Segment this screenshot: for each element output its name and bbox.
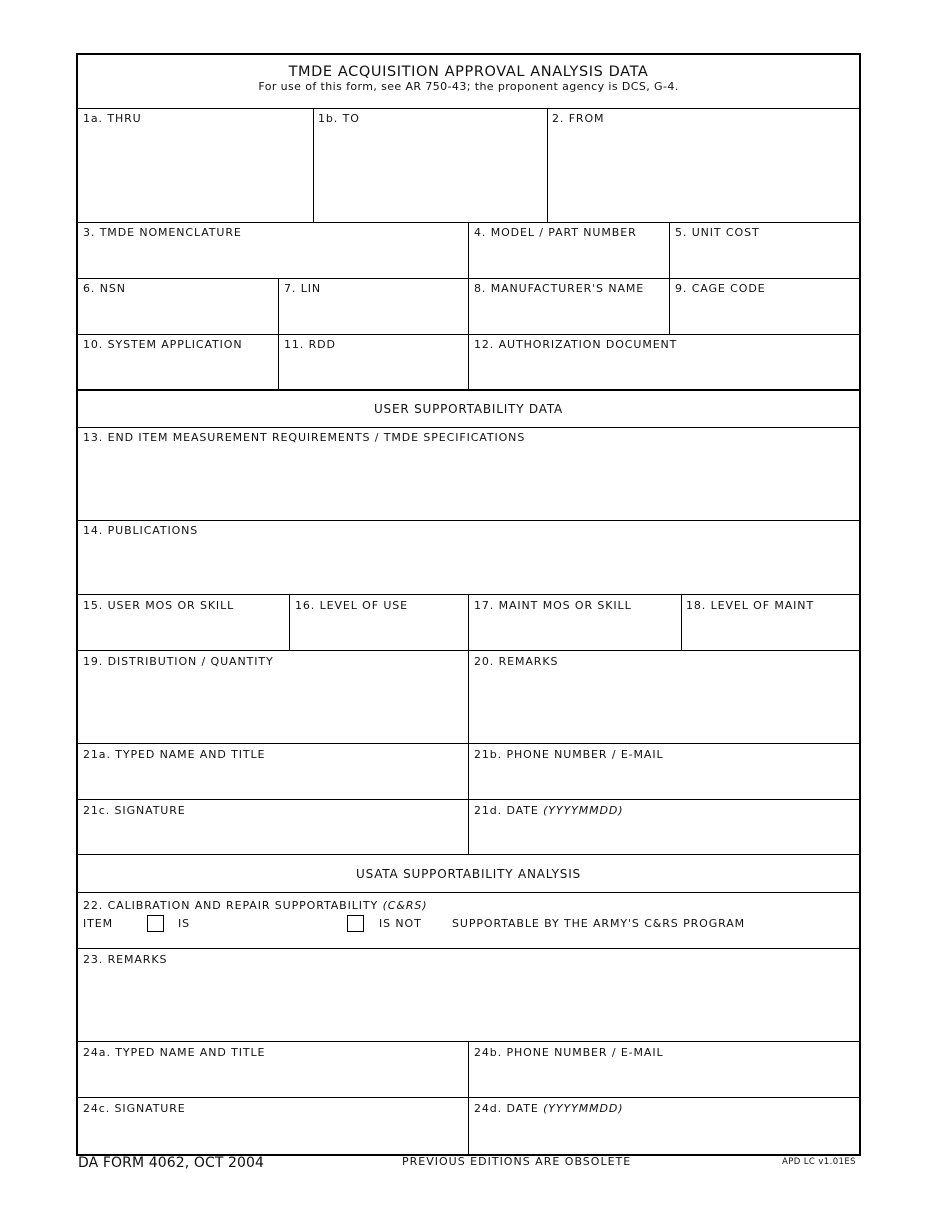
usata-signature-label: 24c. SIGNATURE [83,1102,186,1115]
cage-code-field[interactable] [670,297,858,333]
usata-phone-email-label: 24b. PHONE NUMBER / E-MAIL [474,1046,664,1059]
to-label: 1b. TO [318,112,360,125]
row-divider [78,948,859,949]
to-field[interactable] [314,127,546,221]
version-tag: APD LC v1.01ES [782,1157,856,1167]
nsn-field[interactable] [79,297,277,333]
user-date-text: 21d. DATE [474,804,539,817]
crs-abbr: (C&RS) [382,899,428,912]
distribution-quantity-field[interactable] [79,670,467,742]
cage-code-label: 9. CAGE CODE [675,282,766,295]
crs-label [83,899,427,912]
user-date-field[interactable] [469,819,858,853]
authorization-document-label: 12. AUTHORIZATION DOCUMENT [474,338,678,351]
tmde-form [76,53,861,1156]
usata-phone-email-field[interactable] [469,1061,858,1096]
user-typed-name-field[interactable] [79,763,467,798]
system-application-field[interactable] [79,353,277,389]
rdd-label: 11. RDD [284,338,336,351]
usata-date-label [474,1102,624,1115]
level-of-use-field[interactable] [290,614,467,649]
user-signature-label: 21c. SIGNATURE [83,804,186,817]
form-subtitle: For use of this form, see AR 750-43; the proponent agency is DCS, G-4. [258,80,679,93]
form-title: TMDE ACQUISITION APPROVAL ANALYSIS DATA [288,64,649,80]
usata-supportability-header: USATA SUPPORTABILITY ANALYSIS [356,867,581,881]
usata-remarks-label: 23. REMARKS [83,953,168,966]
unit-cost-field[interactable] [670,241,858,277]
authorization-document-field[interactable] [469,353,858,389]
row-divider [78,854,859,855]
crs-supportable-text: SUPPORTABLE BY THE ARMY'S C&RS PROGRAM [452,917,746,930]
user-supportability-header: USER SUPPORTABILITY DATA [373,402,564,416]
manufacturer-name-field[interactable] [469,297,668,333]
user-typed-name-label: 21a. TYPED NAME AND TITLE [83,748,266,761]
publications-label: 14. PUBLICATIONS [83,524,199,537]
usata-remarks-field[interactable] [79,968,858,1040]
user-mos-label: 15. USER MOS OR SKILL [83,599,235,612]
user-phone-email-label: 21b. PHONE NUMBER / E-MAIL [474,748,664,761]
user-signature-field[interactable] [79,819,467,853]
level-of-maint-label: 18. LEVEL OF MAINT [686,599,815,612]
usata-signature-field[interactable] [79,1117,467,1153]
crs-is-not-label: IS NOT [379,917,422,930]
user-remarks-field[interactable] [469,670,858,742]
crs-label-text: 22. CALIBRATION AND REPAIR SUPPORTABILITY [83,899,379,912]
form-number: DA FORM 4062, OCT 2004 [78,1155,265,1171]
measurement-requirements-label: 13. END ITEM MEASUREMENT REQUIREMENTS / TMDE SPECIFICATIONS [83,431,526,444]
row-divider [78,108,859,109]
usata-typed-name-label: 24a. TYPED NAME AND TITLE [83,1046,266,1059]
rdd-field[interactable] [279,353,467,389]
measurement-requirements-field[interactable] [79,446,858,519]
lin-label: 7. LIN [284,282,321,295]
user-mos-field[interactable] [79,614,288,649]
crs-is-not-checkbox[interactable] [347,915,364,932]
lin-field[interactable] [279,297,467,333]
manufacturer-name-label: 8. MANUFACTURER'S NAME [474,282,645,295]
crs-is-label: IS [178,917,191,930]
usata-typed-name-field[interactable] [79,1061,467,1096]
usata-date-field[interactable] [469,1117,858,1153]
publications-field[interactable] [79,539,858,593]
user-date-format: (YYYYMMDD) [543,804,624,817]
row-divider [78,427,859,428]
level-of-use-label: 16. LEVEL OF USE [295,599,409,612]
thru-field[interactable] [79,127,312,221]
model-part-number-label: 4. MODEL / PART NUMBER [474,226,637,239]
usata-date-format: (YYYYMMDD) [543,1102,624,1115]
thru-label: 1a. THRU [83,112,142,125]
unit-cost-label: 5. UNIT COST [675,226,760,239]
system-application-label: 10. SYSTEM APPLICATION [83,338,243,351]
nsn-label: 6. NSN [83,282,126,295]
distribution-quantity-label: 19. DISTRIBUTION / QUANTITY [83,655,274,668]
tmde-nomenclature-field[interactable] [79,241,467,277]
user-phone-email-field[interactable] [469,763,858,798]
maint-mos-label: 17. MAINT MOS OR SKILL [474,599,632,612]
row-divider [78,520,859,521]
user-remarks-label: 20. REMARKS [474,655,559,668]
row-divider [78,892,859,893]
from-field[interactable] [548,127,858,221]
model-part-number-field[interactable] [469,241,668,277]
from-label: 2. FROM [552,112,605,125]
level-of-maint-field[interactable] [682,614,858,649]
usata-date-text: 24d. DATE [474,1102,539,1115]
crs-item-label: ITEM [83,917,114,930]
user-date-label [474,804,624,817]
maint-mos-field[interactable] [469,614,680,649]
crs-is-checkbox[interactable] [147,915,164,932]
tmde-nomenclature-label: 3. TMDE NOMENCLATURE [83,226,242,239]
obsolete-notice: PREVIOUS EDITIONS ARE OBSOLETE [402,1155,632,1168]
